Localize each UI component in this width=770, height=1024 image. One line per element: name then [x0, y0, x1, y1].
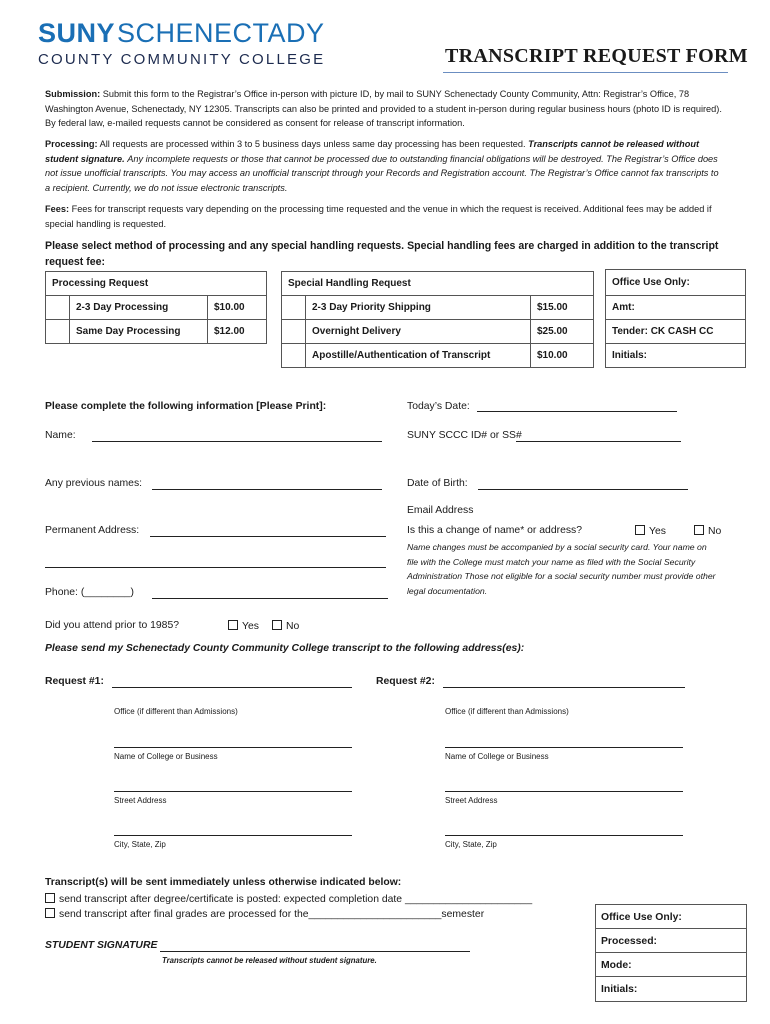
- checkbox-icon[interactable]: [45, 893, 55, 903]
- special-option-fee: $15.00: [531, 296, 594, 320]
- timing-option-grades-label: send transcript after final grades are processed for the_______________________semester: [59, 909, 485, 920]
- processing-bold-note: Transcripts cannot be released without student signature.: [45, 139, 700, 164]
- submission-paragraph: [45, 87, 725, 131]
- name-field[interactable]: [92, 441, 382, 442]
- checkbox-icon[interactable]: [694, 525, 704, 535]
- request2-street-caption: Street Address: [445, 796, 498, 805]
- name-label: Name:: [45, 430, 76, 441]
- form-title: TRANSCRIPT REQUEST FORM: [445, 45, 748, 67]
- timing-option-grades[interactable]: [45, 908, 484, 920]
- processing-option-fee: $12.00: [208, 320, 267, 344]
- timing-option-degree-label: send transcript after degree/certificate is posted: expected completion date ______________________: [59, 894, 533, 905]
- processing-table-header: Processing Request: [46, 272, 267, 296]
- signature-note: Transcripts cannot be released without student signature.: [162, 956, 377, 965]
- processing-option-label: 2-3 Day Processing: [70, 296, 208, 320]
- fees-text: Fees for transcript requests vary depending on the processing time requested and the venue in which the request is received. Additional fees may be added if special handling is requested.: [45, 204, 712, 229]
- change-question: Is this a change of name* or address?: [407, 525, 583, 536]
- signature-field[interactable]: [160, 951, 470, 952]
- processing-label: Processing:: [45, 139, 98, 149]
- request2-field[interactable]: [443, 687, 685, 688]
- attend-1985-question: Did you attend prior to 1985?: [45, 620, 180, 631]
- special-option-fee: $10.00: [531, 344, 594, 368]
- logo-college-name: COUNTY COMMUNITY COLLEGE: [38, 51, 326, 68]
- special-handling-table: [281, 271, 594, 368]
- dob-label: Date of Birth:: [407, 478, 468, 489]
- request1-field[interactable]: [112, 687, 352, 688]
- dob-field[interactable]: [478, 489, 688, 490]
- special-checkbox-cell[interactable]: [282, 344, 306, 368]
- request2-street-field[interactable]: [445, 791, 683, 792]
- special-option-label: Overnight Delivery: [306, 320, 531, 344]
- info-heading: Please complete the following information [Please Print]:: [45, 401, 327, 412]
- request2-college-caption: Name of College or Business: [445, 752, 549, 761]
- send-heading: Please send my Schenectady County Community College transcript to the following address(es):: [45, 643, 525, 654]
- request2-college-field[interactable]: [445, 747, 683, 748]
- checkbox-icon[interactable]: [272, 620, 282, 630]
- attend-yes-option[interactable]: [228, 620, 259, 632]
- request1-office-caption: Office (if different than Admissions): [114, 707, 238, 716]
- timing-heading: Transcript(s) will be sent immediately unless otherwise indicated below:: [45, 877, 402, 888]
- office-bottom-initials: Initials:: [601, 984, 638, 995]
- request2-office-caption: Office (if different than Admissions): [445, 707, 569, 716]
- name-change-note: Name changes must be accompanied by a social security card. Your name on file with the College must match your name as filed with the Social Security Administration Those not eligible for a social security number must provide other legal documentation.: [407, 542, 716, 596]
- no-label: No: [286, 621, 300, 632]
- attend-no-option[interactable]: [272, 620, 299, 632]
- office-use-header: Office Use Only:: [606, 270, 746, 296]
- office-bottom-header: Office Use Only:: [596, 905, 746, 929]
- request1-label: Request #1:: [45, 676, 104, 687]
- submission-label: Submission:: [45, 89, 101, 99]
- processing-text: All requests are processed within 3 to 5 business days unless same day processing has been requested.: [99, 139, 526, 149]
- request2-label: Request #2:: [376, 676, 435, 687]
- permanent-address-field-2[interactable]: [45, 567, 386, 568]
- yes-label: Yes: [242, 621, 259, 632]
- change-yes-option[interactable]: [635, 525, 666, 537]
- request2-city-field[interactable]: [445, 835, 683, 836]
- special-table-header: Special Handling Request: [282, 272, 594, 296]
- permanent-address-label: Permanent Address:: [45, 525, 140, 536]
- todays-date-label: Today’s Date:: [407, 401, 470, 412]
- processing-paragraph: [45, 137, 725, 195]
- request2-city-caption: City, State, Zip: [445, 840, 497, 849]
- office-tender: Tender: CK CASH CC: [606, 320, 746, 344]
- special-option-label: Apostille/Authentication of Transcript: [306, 344, 531, 368]
- checkbox-icon[interactable]: [228, 620, 238, 630]
- special-checkbox-cell[interactable]: [282, 296, 306, 320]
- request1-city-caption: City, State, Zip: [114, 840, 166, 849]
- previous-names-field[interactable]: [152, 489, 382, 490]
- change-no-option[interactable]: [694, 525, 721, 537]
- submission-text: Submit this form to the Registrar’s Office in-person with picture ID, by mail to SUNY Schenectady County Community, Attn: Registrar’s Office, 78 Washington Avenue, Schenectady, NY 12305. Transcripts can also be printed and provided to a student in-person during regular business hours (photo ID is required). By federal law, e-mailed requests cannot be considered as consent for release of transcript information.: [45, 89, 722, 128]
- special-option-label: 2-3 Day Priority Shipping: [306, 296, 531, 320]
- title-underline: [443, 72, 728, 73]
- processing-italic-note: Any incomplete requests or those that cannot be processed due to outstanding financial obligations will be destroyed. The Registrar’s Office does not issue unofficial transcripts. You may access an unofficial transcript through your Records and Registration account. The Registrar’s Office cannot fax transcripts to a recipient. Currently, we do not issue electronic transcripts.: [45, 153, 719, 193]
- office-processed: Processed:: [596, 929, 746, 953]
- phone-field[interactable]: [152, 598, 388, 599]
- id-label: SUNY SCCC ID# or SS#: [407, 430, 522, 441]
- processing-table: [45, 271, 267, 344]
- fees-label: Fees:: [45, 204, 70, 214]
- special-option-fee: $25.00: [531, 320, 594, 344]
- office-initials: Initials:: [606, 344, 746, 368]
- processing-option-fee: $10.00: [208, 296, 267, 320]
- request1-college-caption: Name of College or Business: [114, 752, 218, 761]
- processing-checkbox-cell[interactable]: [46, 296, 70, 320]
- checkbox-icon[interactable]: [635, 525, 645, 535]
- id-field[interactable]: [516, 441, 681, 442]
- timing-option-degree[interactable]: [45, 893, 532, 905]
- office-use-top: [605, 269, 746, 368]
- email-label: Email Address: [407, 505, 474, 516]
- office-use-bottom: [595, 904, 747, 1002]
- previous-names-label: Any previous names:: [45, 478, 143, 489]
- office-mode: Mode:: [596, 953, 746, 977]
- phone-label: Phone: (________): [45, 587, 134, 598]
- permanent-address-field[interactable]: [150, 536, 386, 537]
- logo-schenectady: SCHENECTADY: [117, 18, 325, 48]
- processing-option-label: Same Day Processing: [70, 320, 208, 344]
- special-checkbox-cell[interactable]: [282, 320, 306, 344]
- yes-label: Yes: [649, 526, 666, 537]
- signature-label: STUDENT SIGNATURE: [45, 940, 158, 951]
- request1-street-caption: Street Address: [114, 796, 167, 805]
- request1-street-field[interactable]: [114, 791, 352, 792]
- request1-college-field[interactable]: [114, 747, 352, 748]
- select-note: Please select method of processing and any special handling requests. Special handling fees are charged in addition to the transcript request fee:: [45, 240, 719, 268]
- request1-city-field[interactable]: [114, 835, 352, 836]
- processing-checkbox-cell[interactable]: [46, 320, 70, 344]
- checkbox-icon[interactable]: [45, 908, 55, 918]
- logo-suny: SUNY: [38, 18, 116, 48]
- fees-paragraph: [45, 202, 725, 231]
- todays-date-field[interactable]: [477, 411, 677, 412]
- no-label: No: [708, 526, 722, 537]
- office-amt: Amt:: [606, 296, 746, 320]
